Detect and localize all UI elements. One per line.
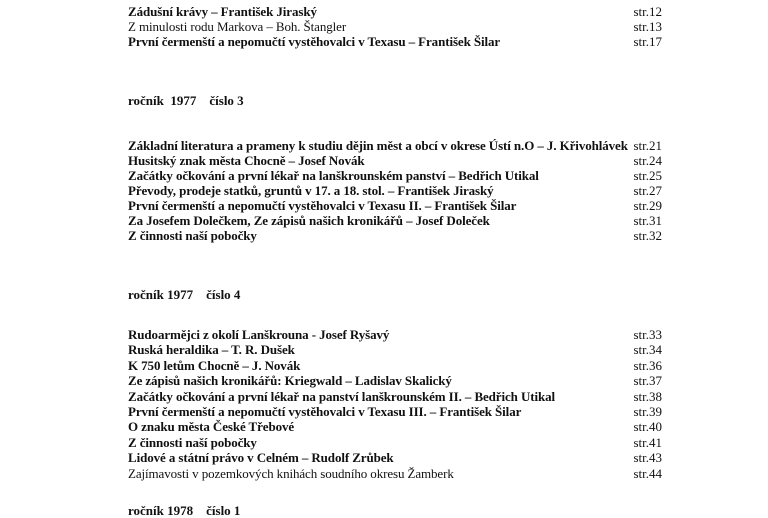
toc-entry — [128, 228, 662, 243]
toc-entry — [128, 435, 662, 450]
heading-1978-1: ročník 1978 číslo 1 — [128, 503, 241, 518]
entry-page: str.24 — [633, 153, 662, 168]
entry-page: str.41 — [633, 434, 662, 450]
entry-page: str.12 — [633, 4, 662, 19]
entry-title: Zádušní krávy – František Jiraský — [128, 4, 317, 19]
entry-page: str.43 — [633, 450, 662, 466]
entry-page: str.44 — [633, 465, 662, 481]
entry-title: Z činnosti naší pobočky — [128, 434, 257, 450]
toc-entry — [128, 168, 662, 183]
toc-entry — [128, 327, 662, 342]
toc-entry — [128, 138, 662, 153]
entry-page: str.40 — [633, 419, 662, 435]
entry-title: Rudoarmějci z okolí Lanškrouna - Josef Ryšavý — [128, 327, 390, 342]
toc-entry — [128, 404, 662, 419]
entry-title: Za Josefem Dolečkem, Ze zápisů našich kronikářů – Josef Doleček — [128, 213, 490, 228]
entry-page: str.34 — [633, 342, 662, 358]
entry-page: str.37 — [633, 373, 662, 389]
entry-title: Lidové a státní právo v Celném – Rudolf Zrůbek — [128, 450, 394, 466]
entry-page: str.13 — [633, 19, 662, 34]
entry-title: Začátky očkování a první lékař na panství lanškrounském II. – Bedřich Utikal — [128, 388, 556, 404]
entry-page: str.17 — [633, 34, 662, 49]
entry-title: O znaku města České Třebové — [128, 419, 295, 435]
entry-page: str.27 — [633, 183, 662, 198]
entry-page: str.25 — [633, 168, 662, 183]
heading-1977-4: ročník 1977 číslo 4 — [128, 287, 241, 302]
toc-entry — [128, 358, 662, 373]
entry-title: Převody, prodeje statků, gruntů v 17. a 18. stol. – František Jiraský — [128, 183, 494, 198]
cut-off-line — [128, 0, 662, 2]
entry-title: Ruská heraldika – T. R. Dušek — [128, 342, 295, 358]
entry-title: Z minulosti rodu Markova – Boh. Štangler — [128, 19, 347, 34]
entry-title: Zajímavosti v pozemkových knihách soudního okresu Žamberk — [128, 465, 454, 481]
entry-page: str.32 — [633, 228, 662, 243]
entry-title: První čermenští a nepomučtí vystěhovalci v Texasu II. – František Šilar — [128, 198, 517, 213]
entry-page: str.31 — [633, 213, 662, 228]
entry-page: str.21 — [633, 138, 662, 153]
toc-entry — [128, 373, 662, 388]
toc-entry — [128, 419, 662, 434]
entry-page: str.39 — [633, 404, 662, 419]
toc-entry — [128, 34, 662, 49]
toc-entry — [128, 183, 662, 198]
toc-entry — [128, 450, 662, 465]
entry-title: Ze zápisů našich kronikářů: Kriegwald – Ladislav Skalický — [128, 373, 452, 389]
entry-title: První čermenští a nepomučtí vystěhovalci v Texasu III. – František Šilar — [128, 404, 522, 419]
toc-entry — [128, 389, 662, 404]
entry-page: str.33 — [633, 327, 662, 342]
entry-title: Základní literatura a prameny k studiu dějin měst a obcí v okrese Ústí n.O – J. Křivohlávek — [128, 138, 628, 153]
heading-1977-3: ročník 1977 číslo 3 — [128, 93, 244, 108]
toc-entry — [128, 4, 662, 19]
entry-page: str.36 — [633, 357, 662, 373]
toc-entry — [128, 19, 662, 34]
toc-entry — [128, 213, 662, 228]
entry-page: str.29 — [633, 198, 662, 213]
entry-page: str.38 — [633, 388, 662, 404]
entry-title: K 750 letům Chocně – J. Novák — [128, 357, 301, 373]
toc-entry — [128, 342, 662, 357]
entry-title: Začátky očkování a první lékař na lanškrounském panství – Bedřich Utikal — [128, 168, 539, 183]
toc-entry — [128, 466, 662, 481]
entry-title: Husitský znak města Chocně – Josef Novák — [128, 153, 365, 168]
entry-title: Z činnosti naší pobočky — [128, 228, 257, 243]
toc-entry — [128, 198, 662, 213]
entry-title: První čermenští a nepomučtí vystěhovalci v Texasu – František Šilar — [128, 34, 501, 49]
toc-entry — [128, 153, 662, 168]
